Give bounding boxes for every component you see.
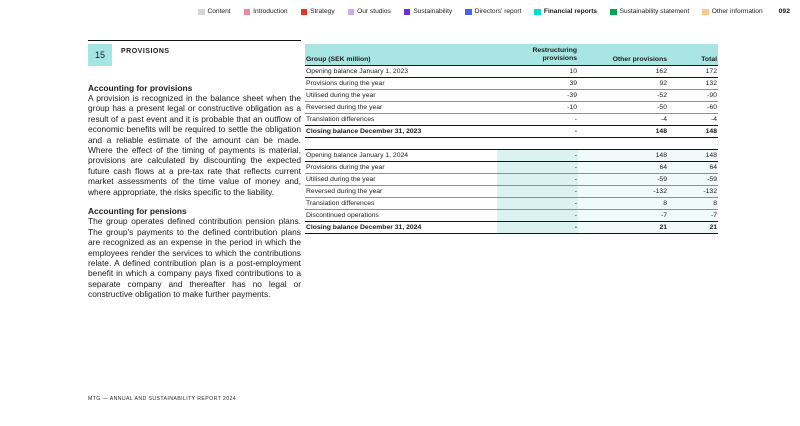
cell-other: 8 <box>578 198 668 209</box>
table-2024 <box>305 149 718 234</box>
row-label: Utilised during the year <box>306 176 376 183</box>
cell-total: 148 <box>668 150 718 161</box>
cell-restructuring: - <box>574 128 577 135</box>
provisions-tables <box>305 44 718 234</box>
section-heading: Accounting for provisions <box>88 82 193 93</box>
table-header-row <box>305 44 718 66</box>
row-label: Utilised during the year <box>306 92 376 99</box>
cell-restructuring: - <box>497 186 578 197</box>
column-header-restructuring: Restructuring provisions <box>532 46 577 62</box>
accounting-for-provisions-section <box>88 83 301 197</box>
cell-restructuring: - <box>497 198 578 209</box>
nav-item-label: Content <box>207 8 231 15</box>
row-label: Discontinued operations <box>306 212 379 219</box>
nav-item-content[interactable] <box>198 8 231 16</box>
section-heading: Accounting for pensions <box>88 205 187 216</box>
legend-square-icon <box>610 9 617 16</box>
table-row <box>305 102 718 114</box>
table-row <box>305 210 718 222</box>
cell-restructuring: -10 <box>567 104 577 111</box>
cell-restructuring: - <box>574 116 577 123</box>
nav-item-sustainability[interactable] <box>404 8 452 16</box>
legend-square-icon <box>534 9 541 16</box>
cell-other: -50 <box>657 104 667 111</box>
section-legend-nav <box>198 8 790 16</box>
legend-square-icon <box>702 9 709 16</box>
row-label: Opening balance January 1, 2024 <box>306 152 409 159</box>
cell-total: 132 <box>705 80 717 87</box>
cell-total: -60 <box>707 104 717 111</box>
cell-total: -90 <box>707 92 717 99</box>
legend-square-icon <box>244 9 251 16</box>
table-row-closing-balance-2024 <box>305 222 718 234</box>
row-label: Provisions during the year <box>306 80 385 87</box>
table-row-closing-balance-2023 <box>305 126 718 138</box>
section-body: The group operates defined contribution pension plans. The group's payments to the defined contribution plans are recognized as an expense in the period in which the employees render the services to which the contributions relate. A defined contribution plan is a post-employment benefit in which a company pays fixed contributions to a separate company and thereafter has no legal or constructive obligation to make further payments. <box>88 216 301 300</box>
cell-other: 148 <box>578 150 668 161</box>
cell-other: -4 <box>660 116 667 123</box>
cell-restructuring: - <box>497 210 578 221</box>
row-label: Translation differences <box>306 200 375 207</box>
row-label: Reversed during the year <box>306 104 383 111</box>
cell-total: 21 <box>668 222 718 233</box>
nav-item-label: Strategy <box>310 8 335 15</box>
nav-item-label: Financial reports <box>543 8 598 15</box>
cell-other: 162 <box>655 68 667 75</box>
cell-other: -7 <box>578 210 668 221</box>
table-row <box>305 186 718 198</box>
cell-total: 172 <box>705 68 717 75</box>
cell-other: 64 <box>578 162 668 173</box>
cell-total: -132 <box>668 186 718 197</box>
row-label: Provisions during the year <box>306 164 385 171</box>
cell-total: -7 <box>668 210 718 221</box>
note-number-badge: 15 <box>88 44 112 66</box>
cell-total: -4 <box>710 116 717 123</box>
nav-item-strategy[interactable] <box>301 8 335 16</box>
cell-other: -132 <box>578 186 668 197</box>
legend-square-icon <box>301 9 308 16</box>
row-label: Closing balance December 31, 2023 <box>306 128 422 135</box>
nav-item-label: Sustainability statement <box>619 8 690 15</box>
note-header <box>88 40 301 66</box>
nav-item-label: Our studios <box>357 8 391 15</box>
cell-restructuring: - <box>497 222 578 233</box>
cell-other: 92 <box>659 80 667 87</box>
cell-total: 8 <box>668 198 718 209</box>
row-label: Closing balance December 31, 2024 <box>306 224 422 231</box>
row-label: Translation differences <box>306 116 375 123</box>
nav-item-introduction[interactable] <box>244 8 288 16</box>
cell-total: 64 <box>668 162 718 173</box>
cell-restructuring: - <box>497 174 578 185</box>
row-label: Opening balance January 1, 2023 <box>306 68 409 75</box>
table-row <box>305 66 718 78</box>
cell-total: 148 <box>705 128 717 135</box>
table-row <box>305 150 718 162</box>
note-title: PROVISIONS <box>121 48 170 55</box>
table-2023 <box>305 66 718 138</box>
table-row <box>305 162 718 174</box>
nav-item-other-information[interactable] <box>702 8 762 16</box>
nav-item-label: Directors' report <box>474 8 522 15</box>
nav-item-label: Introduction <box>253 8 288 15</box>
report-footer: MTG — ANNUAL AND SUSTAINABILITY REPORT 2024 <box>88 396 237 402</box>
table-row <box>305 198 718 210</box>
column-header-group: Group (SEK million) <box>306 55 371 63</box>
table-row <box>305 78 718 90</box>
accounting-for-pensions-section <box>88 206 301 300</box>
cell-other: -52 <box>657 92 667 99</box>
legend-square-icon <box>348 9 355 16</box>
cell-total: -59 <box>668 174 718 185</box>
nav-item-label: Other information <box>711 8 763 15</box>
nav-item-label: Sustainability <box>413 8 453 15</box>
table-row <box>305 174 718 186</box>
row-label: Reversed during the year <box>306 188 383 195</box>
cell-restructuring: 39 <box>569 80 577 87</box>
legend-square-icon <box>465 9 472 16</box>
cell-restructuring: - <box>497 150 578 161</box>
nav-item-directors-report[interactable] <box>465 8 521 16</box>
cell-restructuring: -39 <box>567 92 577 99</box>
section-body: A provision is recognized in the balance sheet when the group has a present legal or constructive obligation as a result of a past event and it is probable that an outflow of economic benefits will be required to settle the obligation and a reliable estimate of the amount can be made. Where the effect of the timing of payments is material, provisions are calculated by discounting the expected future cash flows at a pre-tax rate that reflects current market assessments of the time value of money and, where appropriate, the risks specific to the liability. <box>88 92 301 197</box>
cell-restructuring: - <box>497 162 578 173</box>
column-header-other: Other provisions <box>612 55 667 63</box>
note-text-column <box>88 40 301 300</box>
cell-restructuring: 10 <box>569 68 577 75</box>
cell-other: -59 <box>578 174 668 185</box>
legend-square-icon <box>198 9 205 16</box>
cell-other: 148 <box>655 128 667 135</box>
nav-item-our-studios[interactable] <box>348 8 391 16</box>
nav-item-financial-reports[interactable] <box>534 8 597 16</box>
table-row <box>305 114 718 126</box>
cell-other: 21 <box>578 222 668 233</box>
nav-item-sustainability-statement[interactable] <box>610 8 689 16</box>
legend-square-icon <box>404 9 411 16</box>
table-row <box>305 90 718 102</box>
page-number: 092 <box>778 8 790 15</box>
column-header-total: Total <box>701 55 717 63</box>
